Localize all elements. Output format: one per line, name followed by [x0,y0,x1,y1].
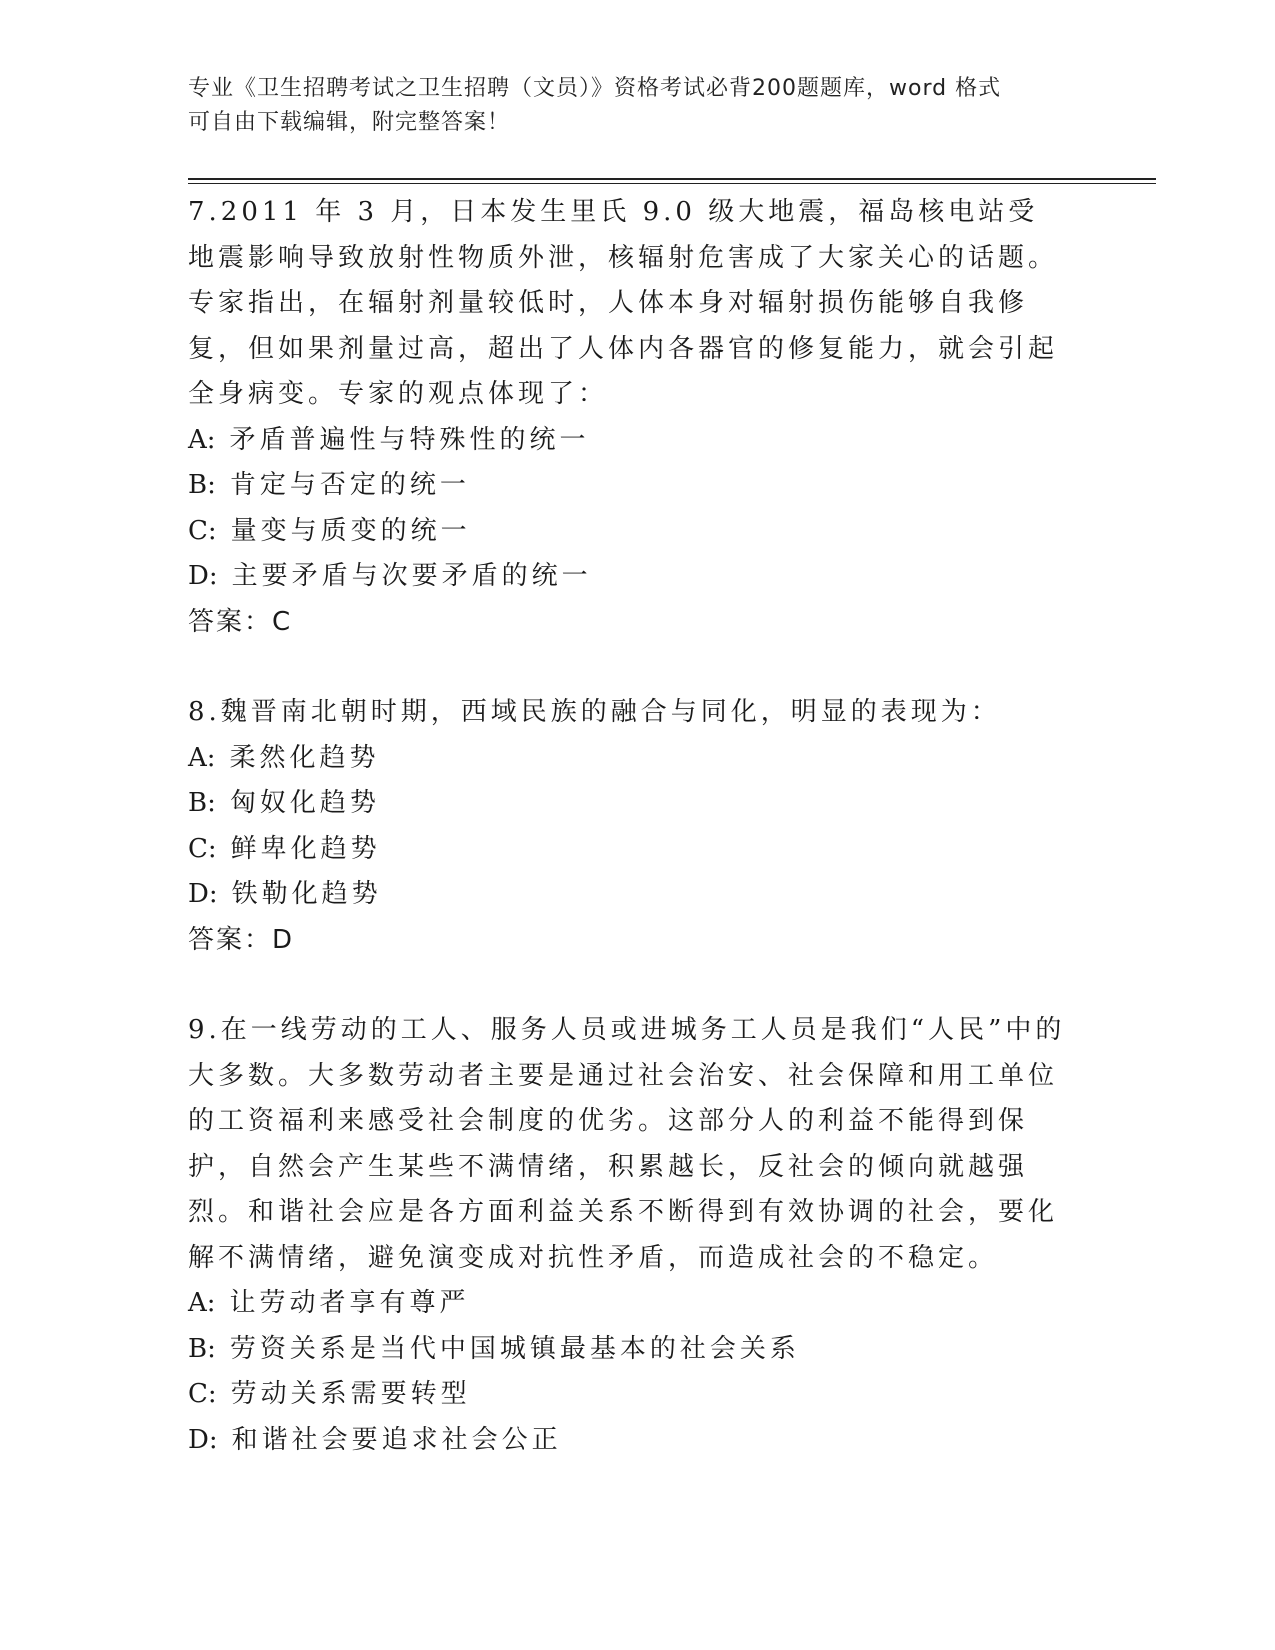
option-key: B: [188,788,216,818]
option-c [188,509,1068,555]
question-list [188,190,1068,1508]
header-line-2: 可自由下载编辑，附完整答案！ [188,110,511,135]
header-divider-thick [188,178,1156,180]
question-stem: 7.2011 年 3 月，日本发生里氏 9.0 级大地震，福岛核电站受地震影响导致放射性物质外泄，核辐射危害成了大家关心的话题。专家指出，在辐射剂量较低时，人体本身对辐射损伤能够自我修复，但如果剂量过高，超出了人体内各器官的修复能力，就会引起全身病变。专家的观点体现了： [188,197,1059,409]
option-key: D: [188,561,218,591]
header-divider-thin [188,183,1156,184]
option-text: 和谐社会要追求社会公正 [231,1424,562,1455]
option-b [188,1327,1068,1373]
option-key: A: [188,742,216,773]
option-key: D: [188,1424,218,1455]
document-header [188,72,1068,140]
option-d [188,1418,1068,1464]
question-stem: 8.魏晋南北朝时期，西域民族的融合与同化，明显的表现为： [188,697,1001,727]
option-text: 让劳动者享有尊严 [229,1288,470,1318]
option-text: 铁勒化趋势 [231,879,382,909]
option-key: C: [188,515,217,546]
header-line-1: 专业《卫生招聘考试之卫生招聘（文员）》资格考试必背200题题库，word 格式 [188,76,1002,101]
option-key: C: [188,1379,217,1409]
option-key: A: [188,424,216,455]
option-key: C: [188,833,217,864]
question-9 [188,1008,1068,1463]
option-key: A: [188,1288,216,1318]
option-a [188,418,1068,464]
option-d [188,554,1068,600]
option-text: 劳动关系需要转型 [230,1379,471,1409]
option-c [188,827,1068,873]
option-d [188,872,1068,918]
answer-line: 答案：D [188,924,295,955]
option-key: D: [188,879,218,909]
question-8 [188,690,1068,963]
answer-line: 答案：C [188,606,293,637]
option-key: B: [188,470,216,500]
option-text: 匈奴化趋势 [229,788,380,818]
option-text: 矛盾普遍性与特殊性的统一 [229,424,590,455]
option-text: 鲜卑化趋势 [230,833,381,864]
question-stem: 9.在一线劳动的工人、服务人员或进城务工人员是我们“人民”中的大多数。大多数劳动者主要是通过社会治安、社会保障和用工单位的工资福利来感受社会制度的优劣。这部分人的利益不能得到保护，自然会产生某些不满情绪，积累越长，反社会的倾向就越强烈。和谐社会应是各方面利益关系不断得到有效协调的社会，要化解不满情绪，避免演变成对抗性矛盾，而造成社会的不稳定。 [188,1015,1066,1273]
option-text: 肯定与否定的统一 [229,470,470,500]
question-7 [188,190,1068,645]
option-text: 主要矛盾与次要矛盾的统一 [231,561,592,591]
option-b [188,781,1068,827]
option-text: 柔然化趋势 [229,742,380,773]
option-text: 劳资关系是当代中国城镇最基本的社会关系 [229,1333,800,1364]
option-text: 量变与质变的统一 [230,515,471,546]
option-key: B: [188,1333,216,1364]
option-a [188,736,1068,782]
option-a [188,1281,1068,1327]
option-b [188,463,1068,509]
option-c [188,1372,1068,1418]
